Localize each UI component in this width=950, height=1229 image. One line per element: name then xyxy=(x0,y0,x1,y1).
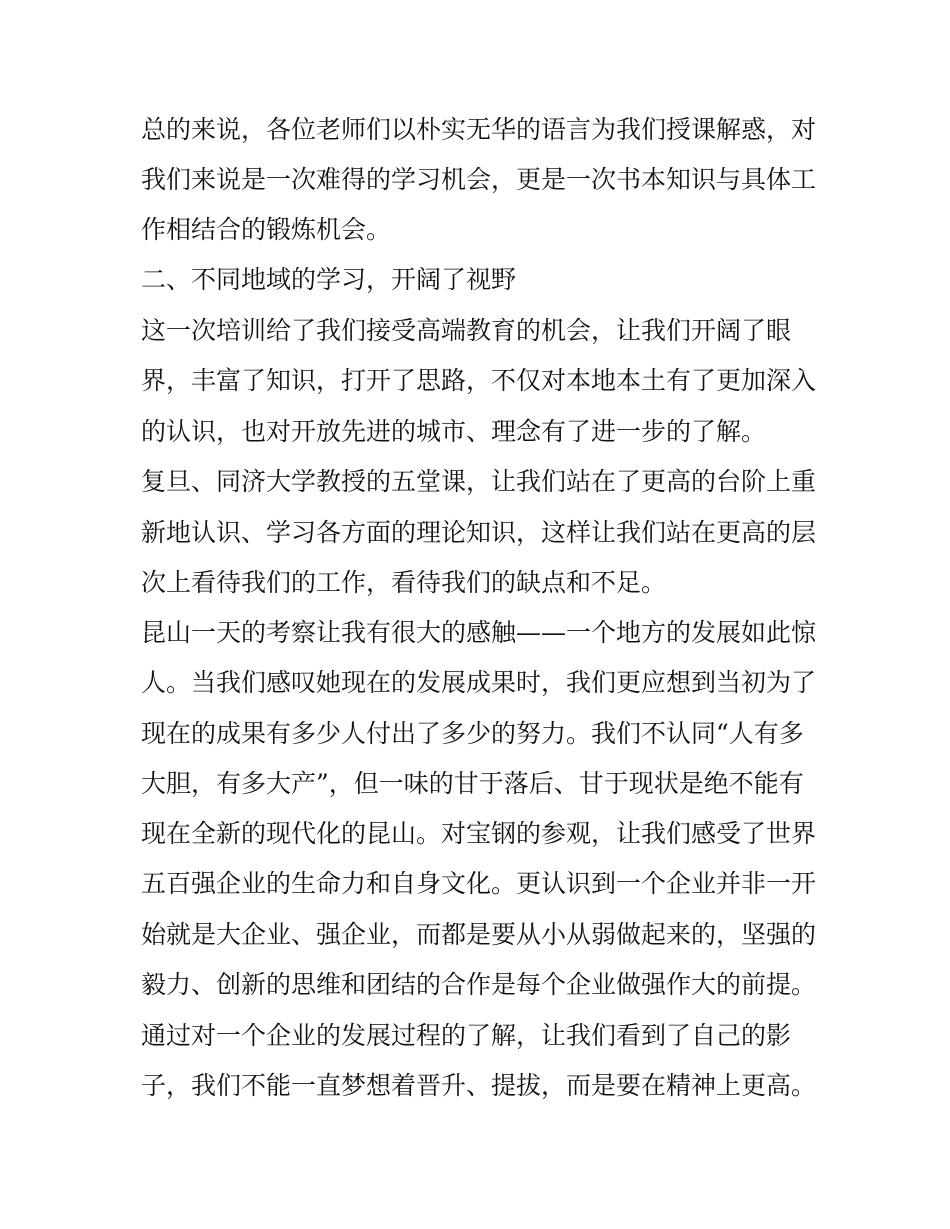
section-heading: 二、不同地域的学习，开阔了视野 xyxy=(141,265,517,294)
text-line: 毅力、创新的思维和团结的合作是每个企业做强作大的前提。 xyxy=(141,970,817,999)
text-line: 这一次培训给了我们接受高端教育的机会，让我们开阔了眼 xyxy=(141,316,792,345)
text-line: 的认识，也对开放先进的城市、理念有了进一步的了解。 xyxy=(141,417,767,446)
text-line: 大胆，有多大产”，但一味的甘于落后、甘于现状是绝不能有 xyxy=(141,769,804,798)
text-line: 通过对一个企业的发展过程的了解，让我们看到了自己的影 xyxy=(141,1021,792,1050)
text-line: 我们来说是一次难得的学习机会，更是一次书本知识与具体工 xyxy=(141,165,817,194)
text-line: 作相结合的锻炼机会。 xyxy=(141,215,392,244)
text-line: 现在全新的现代化的昆山。对宝钢的参观，让我们感受了世界 xyxy=(141,819,817,848)
text-line: 始就是大企业、强企业，而都是要从小从弱做起来的，坚强的 xyxy=(141,920,817,949)
text-line: 界，丰富了知识，打开了思路，不仅对本地本土有了更加深入 xyxy=(141,366,817,395)
text-line: 子，我们不能一直梦想着晋升、提拔，而是要在精神上更高。 xyxy=(141,1071,817,1100)
text-line: 五百强企业的生命力和自身文化。更认识到一个企业并非一开 xyxy=(141,869,817,898)
text-line: 次上看待我们的工作，看待我们的缺点和不足。 xyxy=(141,568,667,597)
text-line: 昆山一天的考察让我有很大的感触——一个地方的发展如此惊 xyxy=(141,618,817,647)
text-line: 新地认识、学习各方面的理论知识，这样让我们站在更高的层 xyxy=(141,518,817,547)
text-line: 复旦、同济大学教授的五堂课，让我们站在了更高的台阶上重 xyxy=(141,467,817,496)
text-line: 人。当我们感叹她现在的发展成果时，我们更应想到当初为了 xyxy=(141,668,817,697)
text-line: 总的来说，各位老师们以朴实无华的语言为我们授课解惑，对 xyxy=(141,115,817,144)
text-line: 现在的成果有多少人付出了多少的努力。我们不认同“人有多 xyxy=(141,719,804,748)
